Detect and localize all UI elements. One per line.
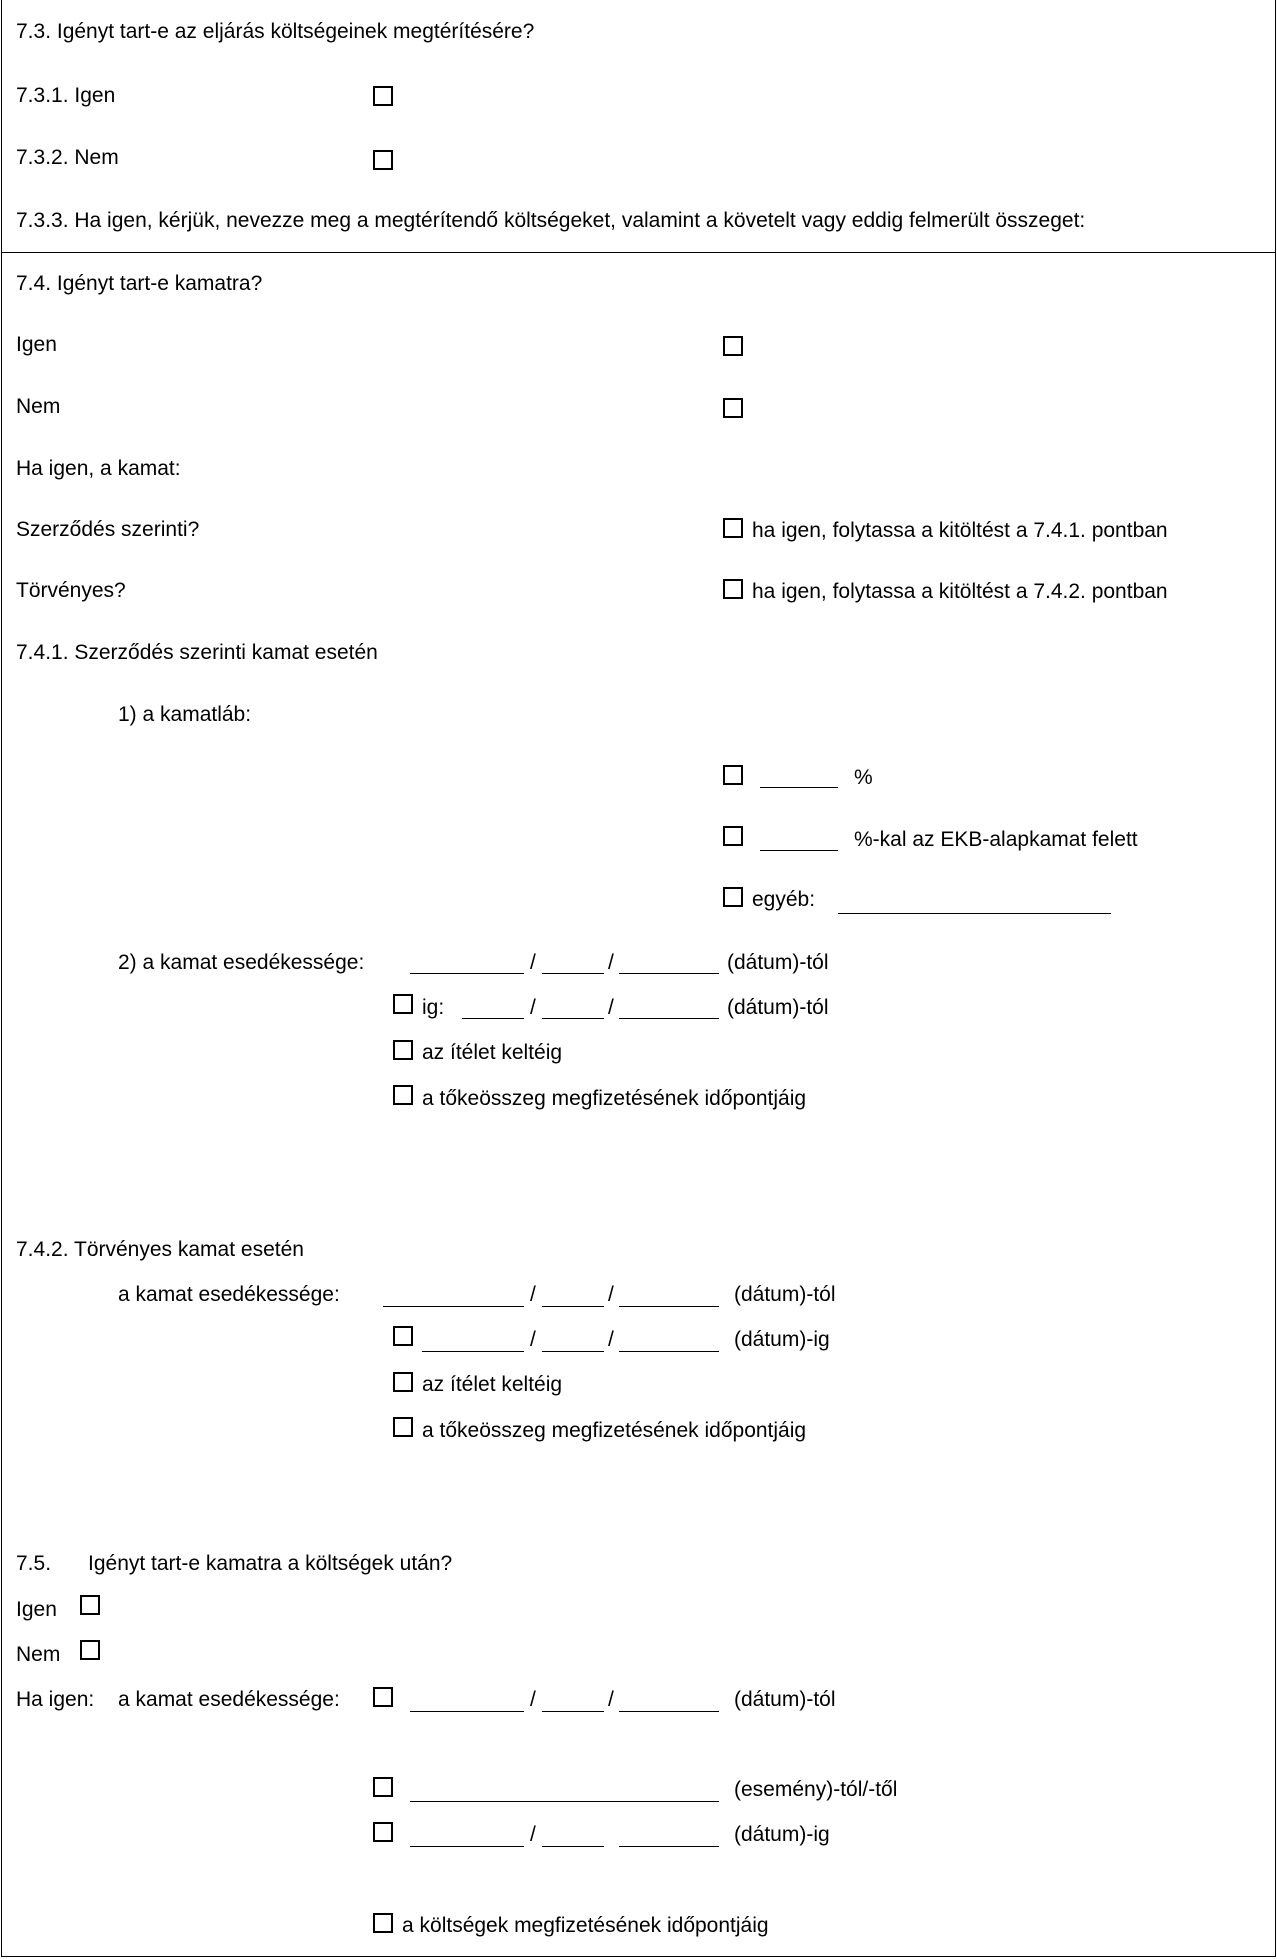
s75-to-month-field[interactable] <box>542 1846 604 1847</box>
s741-rate-label: 1) a kamatláb: <box>118 703 252 726</box>
s741-other-label: egyéb: <box>752 888 816 911</box>
s75-nem-checkbox[interactable] <box>80 1640 100 1660</box>
s741-until-slash-1: / <box>530 996 536 1019</box>
s74-nem-checkbox[interactable] <box>723 398 743 418</box>
s741-pct-checkbox[interactable] <box>723 765 743 785</box>
s742-judgment-checkbox[interactable] <box>393 1372 413 1392</box>
s75-nem-label: Nem <box>16 1643 61 1666</box>
s75-if-yes-label: Ha igen: <box>16 1688 95 1711</box>
s75-event-from: (esemény)-tól/-től <box>734 1778 898 1801</box>
s742-title: 7.4.2. Törvényes kamat esetén <box>16 1238 304 1261</box>
s742-due-date-from: (dátum)-tól <box>734 1283 836 1306</box>
s742-due-label: a kamat esedékessége: <box>118 1283 340 1306</box>
s741-until-slash-2: / <box>608 996 614 1019</box>
s742-to-date-to: (dátum)-ig <box>734 1328 830 1351</box>
s741-until-year-field[interactable] <box>619 1018 719 1019</box>
s73-igen-checkbox[interactable] <box>373 86 393 106</box>
s741-until-checkbox[interactable] <box>393 994 413 1014</box>
s741-due-slash-1: / <box>530 951 536 974</box>
s742-to-year-field[interactable] <box>619 1351 719 1352</box>
s742-due-slash-2: / <box>608 1283 614 1306</box>
s742-due-slash-1: / <box>530 1283 536 1306</box>
s75-from-year-field[interactable] <box>619 1711 719 1712</box>
s73-igen-label: 7.3.1. Igen <box>16 84 116 107</box>
s741-title: 7.4.1. Szerződés szerinti kamat esetén <box>16 641 378 664</box>
s75-due-label: a kamat esedékessége: <box>118 1688 340 1711</box>
s75-to-day-field[interactable] <box>410 1846 524 1847</box>
s75-event-field[interactable] <box>410 1801 719 1802</box>
s742-to-checkbox[interactable] <box>393 1326 413 1346</box>
s75-to-year-field[interactable] <box>619 1846 719 1847</box>
s74-if-yes-label: Ha igen, a kamat: <box>16 457 181 480</box>
s75-from-slash-2: / <box>608 1688 614 1711</box>
s742-to-slash-1: / <box>530 1328 536 1351</box>
s741-due-day-field[interactable] <box>410 973 524 974</box>
s742-due-year-field[interactable] <box>619 1306 719 1307</box>
s741-until-day-field[interactable] <box>462 1018 524 1019</box>
s75-costs-paid-label: a költségek megfizetésének időpontjáig <box>402 1914 769 1937</box>
s75-question: Igényt tart-e kamatra a költségek után? <box>88 1552 453 1575</box>
s741-other-field[interactable] <box>838 913 1111 914</box>
s741-due-label: 2) a kamat esedékessége: <box>118 951 365 974</box>
s74-igen-checkbox[interactable] <box>723 336 743 356</box>
s741-due-date-from: (dátum)-tól <box>727 951 829 974</box>
s74-statutory-label: Törvényes? <box>16 579 126 602</box>
s741-ecb-field[interactable] <box>760 850 838 851</box>
s741-ecb-label: %-kal az EKB-alapkamat felett <box>854 828 1138 851</box>
s74-statutory-note: ha igen, folytassa a kitöltést a 7.4.2. pontban <box>752 580 1168 603</box>
s73-nem-label: 7.3.2. Nem <box>16 146 119 169</box>
section-divider <box>1 252 1276 253</box>
s741-other-checkbox[interactable] <box>723 887 743 907</box>
s73-question: 7.3. Igényt tart-e az eljárás költségeinek megtérítésére? <box>16 20 535 43</box>
s742-due-month-field[interactable] <box>542 1306 604 1307</box>
s741-ecb-checkbox[interactable] <box>723 826 743 846</box>
s741-pct-label: % <box>854 766 873 789</box>
s75-number: 7.5. <box>16 1552 52 1575</box>
s741-judgment-label: az ítélet keltéig <box>422 1041 563 1064</box>
s74-contract-note: ha igen, folytassa a kitöltést a 7.4.1. pontban <box>752 519 1168 542</box>
s741-due-slash-2: / <box>608 951 614 974</box>
s75-from-month-field[interactable] <box>542 1711 604 1712</box>
s74-question: 7.4. Igényt tart-e kamatra? <box>16 272 263 295</box>
s75-from-checkbox[interactable] <box>373 1687 393 1707</box>
s75-from-date-from: (dátum)-tól <box>734 1688 836 1711</box>
s741-principal-checkbox[interactable] <box>393 1085 413 1105</box>
s74-statutory-checkbox[interactable] <box>723 579 743 599</box>
s742-to-day-field[interactable] <box>422 1351 524 1352</box>
s741-until-month-field[interactable] <box>542 1018 604 1019</box>
s742-principal-checkbox[interactable] <box>393 1417 413 1437</box>
s74-igen-label: Igen <box>16 333 57 356</box>
s74-contract-label: Szerződés szerinti? <box>16 518 200 541</box>
s742-judgment-label: az ítélet keltéig <box>422 1373 563 1396</box>
s741-until-label: ig: <box>422 996 445 1019</box>
s741-judgment-checkbox[interactable] <box>393 1040 413 1060</box>
s75-from-slash-1: / <box>530 1688 536 1711</box>
s73-costs-label: 7.3.3. Ha igen, kérjük, nevezze meg a megtérítendő költségeket, valamint a követelt vagy eddig felmerült összeget: <box>16 209 1086 232</box>
s74-nem-label: Nem <box>16 395 61 418</box>
s741-pct-field[interactable] <box>760 787 838 788</box>
s741-due-month-field[interactable] <box>542 973 604 974</box>
s742-principal-label: a tőkeösszeg megfizetésének időpontjáig <box>422 1419 807 1442</box>
s741-until-date-from: (dátum)-tól <box>727 996 829 1019</box>
s75-to-checkbox[interactable] <box>373 1822 393 1842</box>
s73-nem-checkbox[interactable] <box>373 150 393 170</box>
s75-event-checkbox[interactable] <box>373 1777 393 1797</box>
s75-to-slash: / <box>530 1823 536 1846</box>
s75-igen-checkbox[interactable] <box>80 1595 100 1615</box>
s741-principal-label: a tőkeösszeg megfizetésének időpontjáig <box>422 1087 807 1110</box>
s741-due-year-field[interactable] <box>619 973 719 974</box>
s75-costs-paid-checkbox[interactable] <box>373 1913 393 1933</box>
s75-from-day-field[interactable] <box>410 1711 524 1712</box>
s75-to-date-to: (dátum)-ig <box>734 1823 830 1846</box>
s74-contract-checkbox[interactable] <box>723 518 743 538</box>
s742-due-day-field[interactable] <box>383 1306 524 1307</box>
s742-to-slash-2: / <box>608 1328 614 1351</box>
s75-igen-label: Igen <box>16 1598 57 1621</box>
s742-to-month-field[interactable] <box>542 1351 604 1352</box>
